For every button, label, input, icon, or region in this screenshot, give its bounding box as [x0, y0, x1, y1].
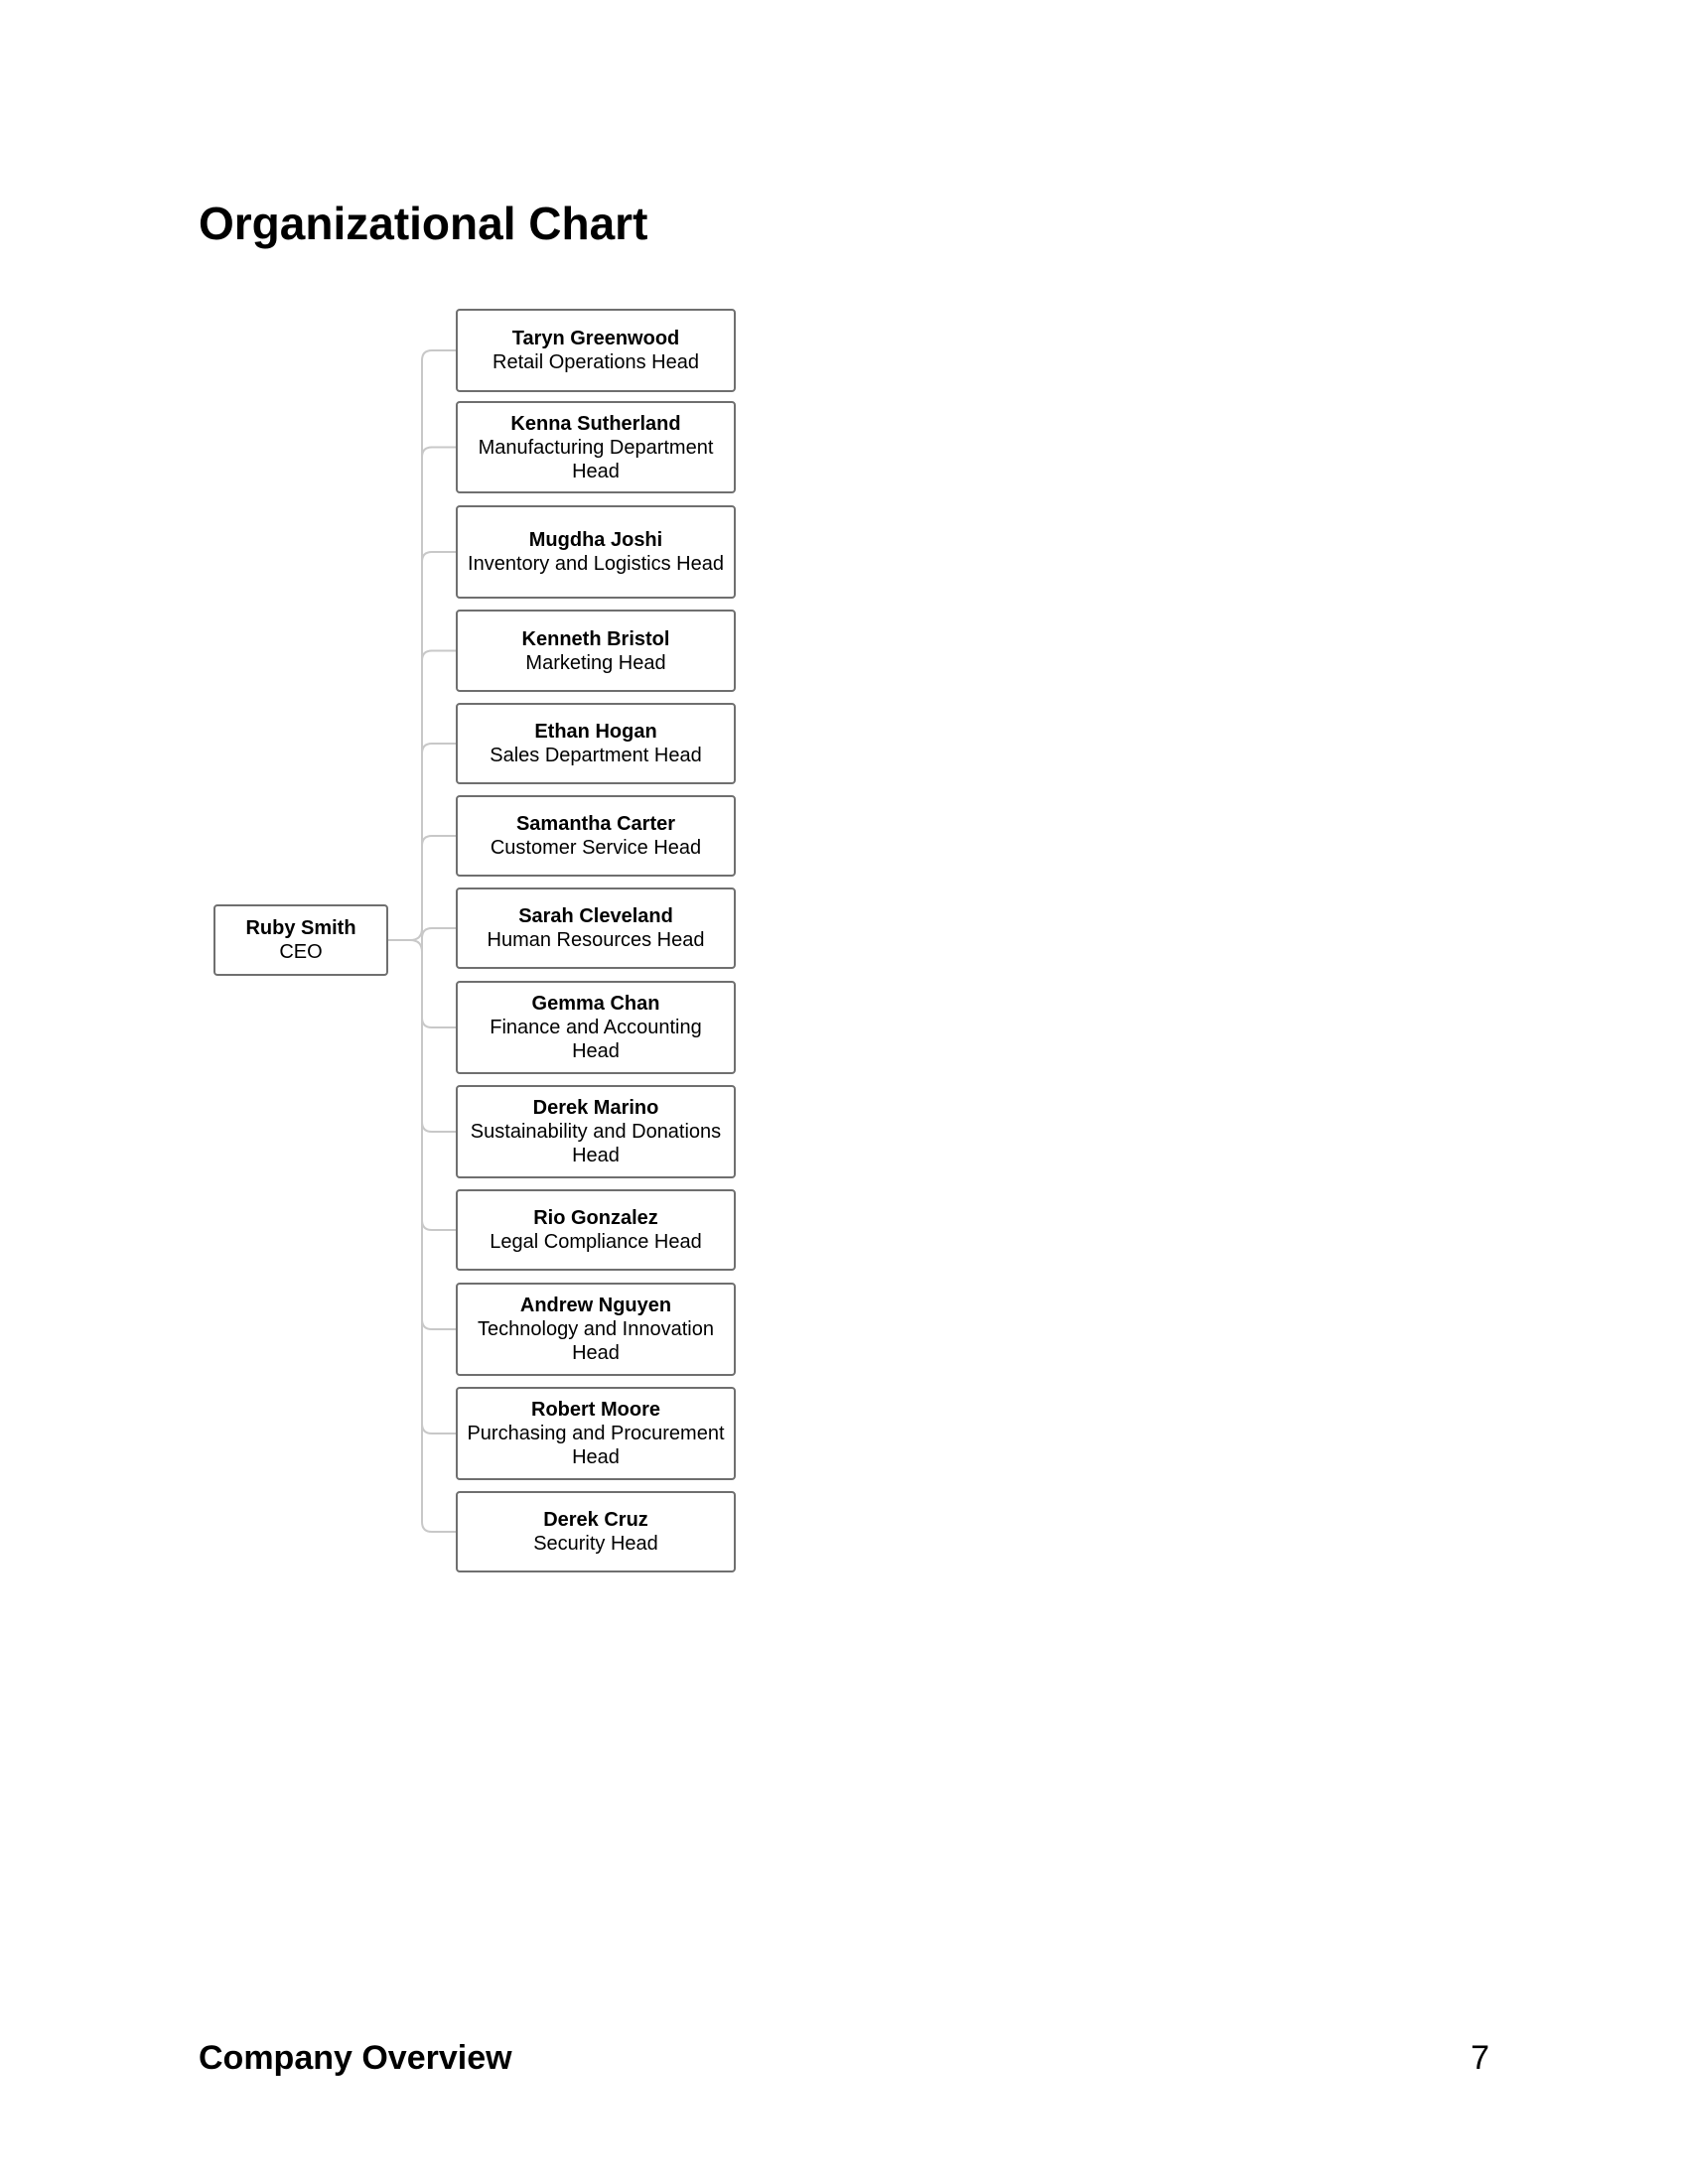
connector-branch — [422, 1018, 456, 1027]
connector-branch — [422, 1319, 456, 1329]
node-role: Finance and Accounting Head — [490, 1017, 702, 1062]
node-role: Legal Compliance Head — [490, 1231, 702, 1253]
org-node-report — [456, 610, 736, 692]
org-node-report — [456, 1387, 736, 1480]
org-node-report — [456, 1283, 736, 1376]
node-name: Kenneth Bristol — [521, 627, 670, 650]
node-role: Retail Operations Head — [492, 351, 699, 373]
node-role: Purchasing and Procurement Head — [467, 1423, 725, 1468]
page-title: Organizational Chart — [199, 198, 648, 249]
node-role: Human Resources Head — [487, 929, 705, 951]
node-role: CEO — [279, 941, 323, 963]
node-name: Rio Gonzalez — [533, 1207, 658, 1229]
node-role: Security Head — [533, 1533, 658, 1555]
node-name: Taryn Greenwood — [511, 328, 680, 349]
node-name: Ethan Hogan — [534, 721, 657, 743]
org-node-report — [456, 795, 736, 877]
node-role: Inventory and Logistics Head — [468, 553, 724, 575]
org-node-report — [456, 981, 736, 1074]
connector-branch — [422, 1220, 456, 1230]
connector-branch — [422, 1122, 456, 1132]
footer-title: Company Overview — [199, 2039, 512, 2077]
node-name: Andrew Nguyen — [519, 1295, 672, 1316]
node-name: Derek Marino — [532, 1097, 659, 1119]
connector-root — [388, 928, 422, 952]
node-name: Ruby Smith — [245, 917, 356, 939]
node-role: Manufacturing Department Head — [478, 436, 714, 482]
org-node-ceo — [213, 904, 388, 976]
connector-branch — [422, 350, 456, 360]
node-role: Sales Department Head — [490, 745, 702, 766]
org-node-report — [456, 1189, 736, 1271]
org-node-report — [456, 505, 736, 599]
connector-branch — [422, 1424, 456, 1433]
connector-branch — [422, 651, 456, 661]
node-name: Samantha Carter — [515, 813, 676, 835]
org-node-report — [456, 309, 736, 392]
connector-branch — [422, 836, 456, 846]
org-node-report — [456, 401, 736, 493]
connector-branch — [422, 552, 456, 562]
org-node-report — [456, 703, 736, 784]
org-node-report — [456, 1491, 736, 1572]
node-name: Derek Cruz — [543, 1509, 648, 1531]
page-number: 7 — [1471, 2039, 1489, 2077]
node-role: Marketing Head — [525, 651, 666, 674]
node-name: Sarah Cleveland — [518, 905, 673, 927]
node-role: Sustainability and Donations Head — [470, 1121, 722, 1166]
node-name: Kenna Sutherland — [510, 412, 681, 435]
node-name: Robert Moore — [531, 1399, 660, 1421]
node-role: Customer Service Head — [490, 837, 702, 859]
connector-branch — [422, 928, 456, 938]
node-role: Technology and Innovation Head — [478, 1318, 714, 1364]
node-name: Mugdha Joshi — [528, 529, 663, 551]
connector-branch — [422, 1522, 456, 1532]
org-node-report — [456, 887, 736, 969]
connector-branch — [422, 744, 456, 753]
connector-branch — [422, 448, 456, 458]
node-name: Gemma Chan — [531, 993, 660, 1015]
org-node-report — [456, 1085, 736, 1178]
